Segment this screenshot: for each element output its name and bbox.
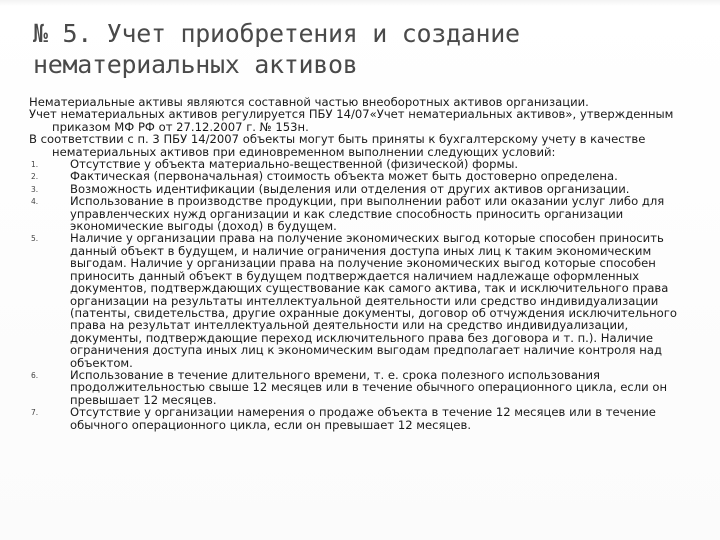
slide-title: № 5. Учет приобретения и создание нематериальных активов <box>33 19 520 79</box>
list-item <box>29 369 697 406</box>
intro-paragraph-3-text: В соответствии с п. 3 ПБУ 14/2007 объекты могут быть приняты к бухгалтерскому учету в качестве нематериальных активов при единовременном выполнении следующих условий: <box>29 132 646 159</box>
top-shadow <box>0 0 720 6</box>
list-item <box>29 195 697 232</box>
list-item <box>29 232 697 368</box>
intro-paragraph-2-text: Учет нематериальных активов регулируется ПБУ 14/07«Учет нематериальных активов», утвержденным приказом МФ РФ от 27.12.2007 г. № 153н. <box>29 107 674 134</box>
list-item-number: 5. <box>31 234 39 244</box>
list-item-number: 2. <box>31 172 39 182</box>
list-item-text: Фактическая (первоначальная) стоимость объекта может быть достоверно определена. <box>70 169 618 184</box>
list-item-number: 1. <box>31 160 39 170</box>
slide-body <box>29 96 697 431</box>
list-item-text: Наличие у организации права на получение экономических выгод которые способен приносить данный объект в будущем, и наличие ограничения доступа иных лиц к таким экономическим выгодам. Наличие у организации права на получение экономических выгод которые способен приносить данный объект в будущем подтверждается наличием надлежаще оформленных документов, подтверждающих существование как самого актива, так и исключительного права организации на результаты интеллектуальной деятельности или средство индивидуализации (патенты, свидетельства, другие охранные документы, договор об отчуждения исключительного права на результат интеллектуальной деятельности или на средство индивидуализации, документы, подтверждающие переход исключительного права без договора и т. п.). Наличие ограничения доступа иных лиц к экономическим выгодам предполагает наличие контроля над объектом. <box>70 231 677 370</box>
list-item-text: Отсутствие у объекта материально-вещественной (физической) формы. <box>70 157 519 172</box>
list-item-number: 7. <box>31 408 39 418</box>
intro-paragraph-2 <box>29 108 697 133</box>
list-item-text: Использование в производстве продукции, при выполнении работ или оказании услуг либо для управленческих нужд организации и как следствие способность приносить организации экономические выгоды (доход) в будущем. <box>70 194 665 234</box>
intro-paragraph-3 <box>29 133 697 158</box>
list-item-number: 3. <box>31 184 39 194</box>
list-item-text: Использование в течение длительного времени, т. е. срока полезного использования продолжительностью свыше 12 месяцев или в течение обычного операционного цикла, если он превышает 12 месяцев. <box>70 367 668 407</box>
list-item-number: 6. <box>31 370 39 380</box>
list-item-text: Отсутствие у организации намерения о продаже объекта в течение 12 месяцев или в течение обычного операционного цикла, если он превышает 12 месяцев. <box>70 405 656 432</box>
intro-paragraph-1: Нематериальные активы являются составной частью внеоборотных активов организации. <box>29 95 589 109</box>
list-item <box>29 406 697 431</box>
list-item-number: 4. <box>31 197 39 207</box>
list-item-text: Возможность идентификации (выделения или отделения от других активов организации. <box>70 181 630 196</box>
conditions-list <box>29 158 697 431</box>
